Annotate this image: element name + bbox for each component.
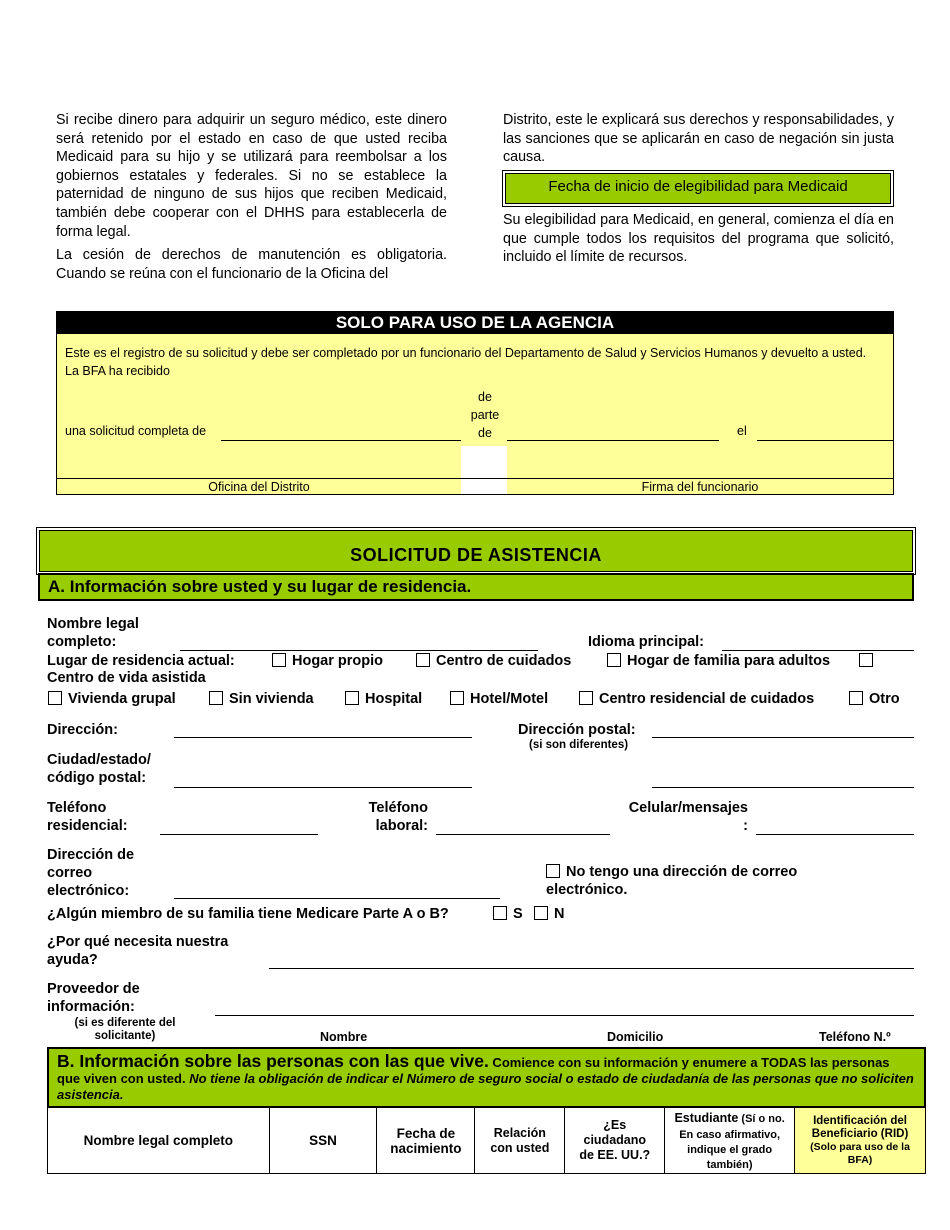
col-header-name: Nombre legal completo — [48, 1108, 270, 1174]
address-input[interactable] — [174, 737, 472, 738]
form-title: SOLICITUD DE ASISTENCIA — [39, 530, 913, 572]
city-state-zip-input[interactable] — [174, 787, 472, 788]
col-header-relationship: Relación con usted — [475, 1108, 565, 1174]
mailing-address-input[interactable] — [652, 737, 914, 738]
medicare-question: ¿Algún miembro de su familia tiene Medicare Parte A o B? — [47, 906, 449, 922]
home-phone-label: Teléfono residencial: — [47, 800, 128, 834]
other-checkbox[interactable] — [849, 691, 863, 705]
why-help-label: ¿Por qué necesita nuestra ayuda? — [47, 934, 229, 968]
col-header-dob: Fecha de nacimiento — [377, 1108, 475, 1174]
option-hotel-motel[interactable]: Hotel/Motel — [450, 690, 548, 708]
cell-phone-input[interactable] — [756, 834, 914, 835]
medicaid-start-title: Fecha de inicio de elegibilidad para Medicaid — [505, 173, 891, 204]
medicaid-start-box — [502, 170, 894, 207]
residence-label: Lugar de residencia actual: — [47, 653, 235, 669]
provider-address-caption: Domicilio — [607, 1030, 664, 1044]
adult-family-home-checkbox[interactable] — [607, 653, 621, 667]
option-own-home[interactable]: Hogar propio — [272, 652, 383, 670]
el-label: el — [737, 424, 747, 438]
medicare-yes-checkbox[interactable] — [493, 906, 507, 920]
complete-application-label: una solicitud completa de — [65, 424, 207, 438]
home-phone-input[interactable] — [160, 834, 318, 835]
section-b-note: No tiene la obligación de indicar el Número de seguro social o estado de ciudadanía de las personas que no soliciten asistencia. — [57, 1071, 914, 1102]
section-b-title: B. Información sobre las personas con las que vive. — [57, 1051, 489, 1071]
agency-box — [56, 311, 894, 495]
section-b-header — [47, 1047, 926, 1108]
email-input[interactable] — [174, 898, 500, 899]
section-a-header: A. Información sobre usted y su lugar de residencia. — [38, 573, 914, 601]
address-label: Dirección: — [47, 722, 118, 738]
agency-line-2: La BFA ha recibido — [65, 364, 170, 378]
col-header-rid: Identificación del Beneficiario (RID) (Solo para uso de la BFA) — [795, 1108, 926, 1174]
provider-name-caption: Nombre — [320, 1030, 368, 1044]
option-care-center[interactable]: Centro de cuidados — [416, 652, 571, 670]
caption-top-line — [57, 478, 893, 479]
section-b-instructions: Comience con su información y enumere a TODAS las personas que viven con usted. — [57, 1055, 890, 1086]
provider-phone-caption: Teléfono N.º — [819, 1030, 891, 1044]
agency-line-1: Este es el registro de su solicitud y debe ser completado por un funcionario del Departamento de Salud y Servicios Humanos y devuelto a usted. — [65, 346, 867, 360]
agency-title: SOLO PARA USO DE LA AGENCIA — [57, 312, 893, 334]
col-header-student: Estudiante (Sí o no. En caso afirmativo, indique el grado también) — [665, 1108, 795, 1174]
city-state-zip-label: Ciudad/estado/ código postal: — [47, 752, 151, 786]
office-caption: Oficina del Distrito — [208, 480, 310, 494]
option-group-housing[interactable]: Vivienda grupal — [48, 690, 176, 708]
mailing-address-sub: (si son diferentes) — [529, 739, 629, 751]
info-provider-label: Proveedor de información: — [47, 981, 140, 1015]
info-provider-input[interactable] — [215, 1015, 914, 1016]
household-table — [47, 1107, 926, 1174]
option-hospital[interactable]: Hospital — [345, 690, 422, 708]
group-housing-checkbox[interactable] — [48, 691, 62, 705]
work-phone-label: Teléfono laboral: — [368, 800, 428, 834]
mailing-city-input[interactable] — [652, 787, 914, 788]
language-label: Idioma principal: — [588, 634, 705, 650]
option-residential-care[interactable]: Centro residencial de cuidados — [579, 690, 814, 708]
intro-left-paragraph-2: La cesión de derechos de manutención es obligatoria. Cuando se reúna con el funcionario de la Oficina del — [56, 247, 447, 282]
hotel-motel-checkbox[interactable] — [450, 691, 464, 705]
cell-phone-label: Celular/mensajes : — [628, 800, 748, 834]
own-home-checkbox[interactable] — [272, 653, 286, 667]
intro-right-paragraph-1: Distrito, este le explicará sus derechos y responsabilidades, y las sanciones que se aplicarán en caso de negación sin justa causa. — [503, 112, 894, 166]
mailing-address-label: Dirección postal: — [518, 722, 636, 738]
info-provider-sub: (si es diferente del solicitante) — [74, 1017, 176, 1042]
assisted-living-label: Centro de vida asistida — [47, 670, 206, 686]
medicare-no-option[interactable]: N — [534, 905, 564, 923]
work-phone-input[interactable] — [436, 834, 610, 835]
no-email-checkbox[interactable] — [546, 864, 560, 878]
signature-caption: Firma del funcionario — [641, 480, 759, 494]
col-header-citizen: ¿Es ciudadano de EE. UU.? — [565, 1108, 665, 1174]
option-assisted-living[interactable] — [859, 652, 879, 670]
email-label: Dirección de correo electrónico: — [47, 847, 135, 899]
assisted-living-checkbox[interactable] — [859, 653, 873, 667]
form-title-frame — [36, 527, 916, 575]
date-line[interactable] — [757, 440, 893, 441]
homeless-checkbox[interactable] — [209, 691, 223, 705]
intro-left-paragraph-1: Si recibe dinero para adquirir un seguro médico, este dinero será retenido por el estado en caso de que usted reciba Medicaid para su hijo y se utilizará para reembolsar a los gobiernos estatales y federales. Si no se establece la paternidad de ninguno de sus hijos que reciben Medicaid, también debe cooperar con el DHHS para establecerla de forma legal. — [56, 112, 447, 240]
why-help-input[interactable] — [269, 968, 914, 969]
no-email-option[interactable]: No tengo una dirección de correo electrónico. — [546, 864, 798, 898]
applicant-name-line[interactable] — [507, 440, 719, 441]
option-homeless[interactable]: Sin vivienda — [209, 690, 314, 708]
residential-care-checkbox[interactable] — [579, 691, 593, 705]
col-header-ssn: SSN — [269, 1108, 377, 1174]
care-center-checkbox[interactable] — [416, 653, 430, 667]
application-type-line[interactable] — [221, 440, 461, 441]
medicare-no-checkbox[interactable] — [534, 906, 548, 920]
intro-right-paragraph-2: Su elegibilidad para Medicaid, en general, comienza el día en que cumple todos los requisitos del programa que solicitó, incluido el límite de recursos. — [503, 212, 894, 266]
option-adult-family-home[interactable]: Hogar de familia para adultos — [607, 652, 830, 670]
de-parte-de-label: de parte de — [470, 390, 500, 440]
medicare-yes-option[interactable]: S — [493, 905, 523, 923]
full-name-label: Nombre legal completo: — [47, 616, 139, 650]
full-name-input[interactable] — [180, 650, 538, 651]
gap-separator — [461, 446, 507, 494]
option-other[interactable]: Otro — [849, 690, 900, 708]
language-input[interactable] — [722, 650, 914, 651]
hospital-checkbox[interactable] — [345, 691, 359, 705]
